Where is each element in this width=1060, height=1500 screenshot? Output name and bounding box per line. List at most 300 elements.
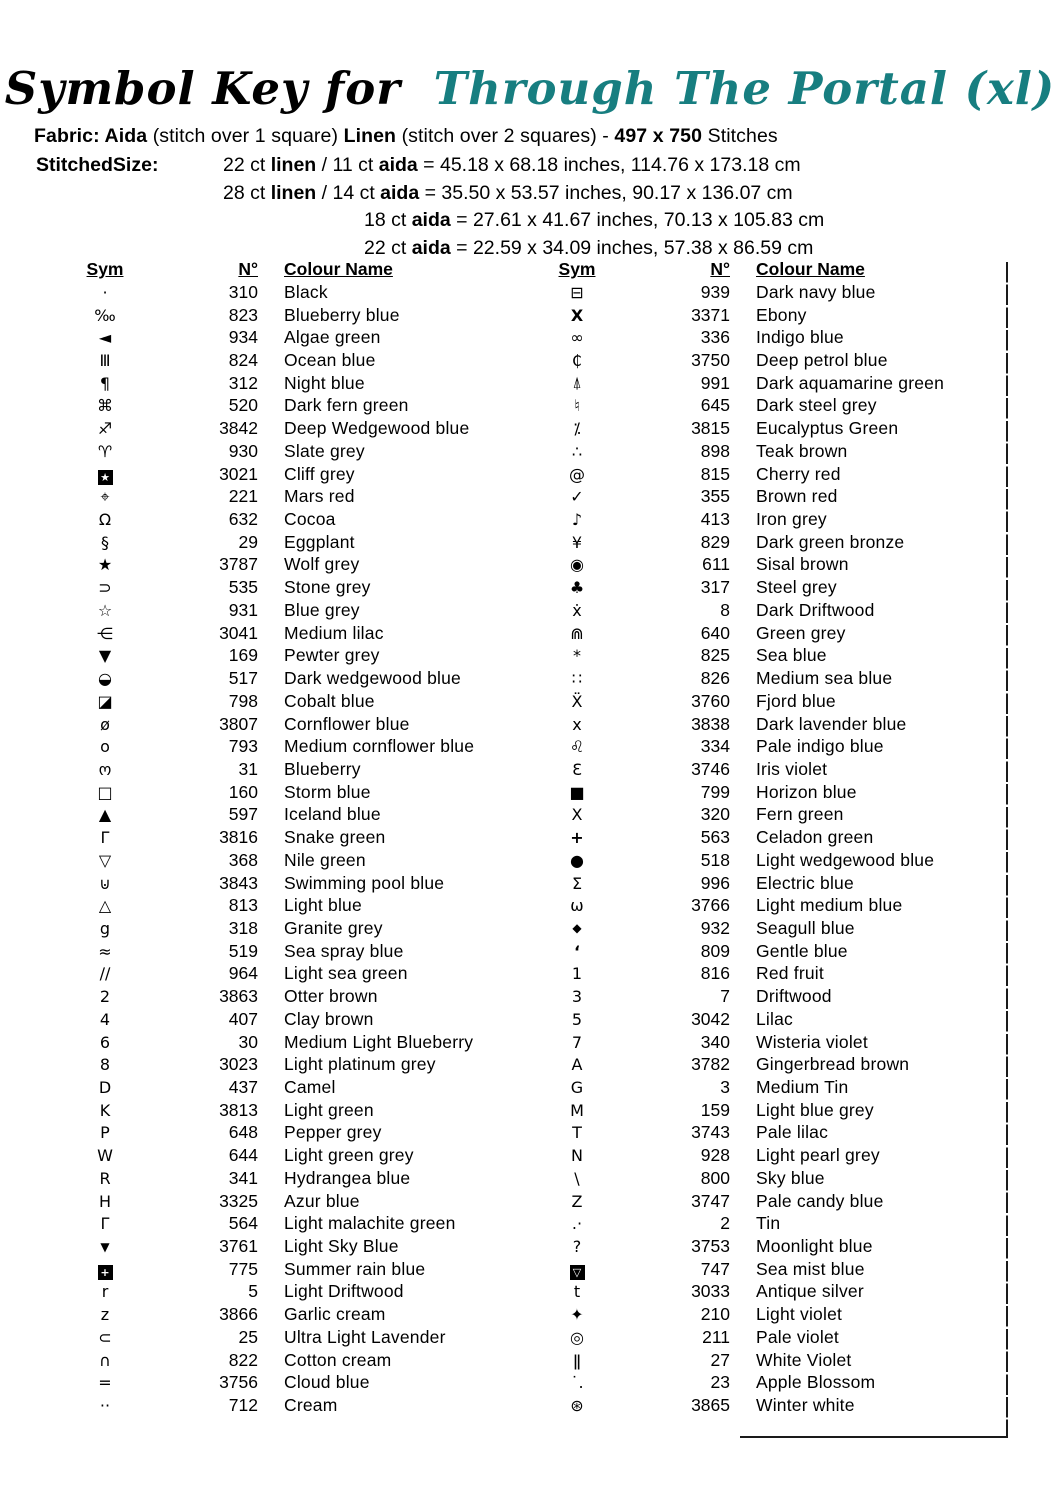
- colour-name: Deep petrol blue: [756, 350, 888, 371]
- legend-row: [60, 804, 534, 827]
- legend-row: [532, 1099, 1006, 1122]
- colour-name: Ebony: [756, 304, 807, 325]
- legend-row: [532, 417, 1006, 440]
- symbol-glyph: ø: [100, 714, 110, 734]
- symbol-glyph: .·: [571, 1214, 583, 1234]
- symbol-glyph: ‘: [573, 941, 581, 961]
- legend-row: [532, 440, 1006, 463]
- floss-number: 747: [700, 1258, 730, 1279]
- colour-name: Red fruit: [756, 963, 824, 984]
- floss-number: 645: [700, 395, 730, 416]
- legend-row: [60, 349, 534, 372]
- symbol-glyph: ⍋: [572, 373, 582, 393]
- colour-name: Sea blue: [756, 645, 827, 666]
- floss-number: 939: [700, 281, 730, 302]
- symbol-glyph: ẋ: [572, 600, 582, 620]
- floss-number: 597: [228, 804, 258, 825]
- colour-name: Dark steel grey: [756, 395, 877, 416]
- symbol-glyph: 1: [571, 964, 583, 984]
- colour-name: Dark green bronze: [756, 531, 905, 552]
- floss-number: 644: [228, 1145, 258, 1166]
- floss-number: 310: [228, 281, 258, 302]
- colour-name: Celadon green: [756, 827, 874, 848]
- floss-number: 3041: [219, 622, 258, 643]
- colour-name: Light blue grey: [756, 1099, 874, 1120]
- colour-name: Brown red: [756, 486, 838, 507]
- symbol-glyph: ♐: [97, 419, 113, 439]
- floss-number: 3756: [219, 1372, 258, 1393]
- legend-row: [60, 758, 534, 781]
- symbol-glyph: ✦: [570, 1305, 584, 1325]
- text-segment: 18 ct: [364, 209, 412, 231]
- floss-number: 3816: [219, 827, 258, 848]
- floss-number: 3815: [691, 418, 730, 439]
- legend-row: [60, 417, 534, 440]
- symbol-glyph: ☆: [97, 600, 113, 620]
- symbol-glyph: §: [101, 532, 109, 552]
- legend-row: [60, 645, 534, 668]
- symbol-glyph-inverted: ★: [98, 470, 113, 485]
- colour-name: Pale candy blue: [756, 1190, 884, 1211]
- colour-name: Dark wedgewood blue: [284, 668, 461, 689]
- symbol-glyph-inverted: +: [98, 1265, 113, 1280]
- floss-number: 30: [238, 1031, 258, 1052]
- floss-number: 519: [228, 940, 258, 961]
- colour-name: Clay brown: [284, 1008, 374, 1029]
- colour-name: Light pearl grey: [756, 1145, 880, 1166]
- colour-name: Light platinum grey: [284, 1054, 436, 1075]
- colour-name: Cliff grey: [284, 463, 355, 484]
- symbol-glyph: ∩: [99, 1350, 111, 1370]
- legend-row: [60, 576, 534, 599]
- symbol-glyph: ▽: [98, 850, 112, 870]
- floss-number: 312: [228, 372, 258, 393]
- legend-row: [532, 667, 1006, 690]
- symbol-glyph: D: [98, 1078, 112, 1098]
- symbol-glyph: ◉: [570, 555, 584, 575]
- legend-row: [60, 849, 534, 872]
- legend-row: [60, 1372, 534, 1395]
- legend-row: [532, 826, 1006, 849]
- colour-name: Winter white: [756, 1395, 855, 1416]
- colour-name: Cherry red: [756, 463, 841, 484]
- symbol-glyph: Ẍ: [571, 691, 583, 711]
- text-segment-bold: linen: [270, 154, 317, 176]
- floss-number: 3760: [691, 690, 730, 711]
- colour-name: Medium cornflower blue: [284, 736, 475, 757]
- colour-name: Wolf grey: [284, 554, 360, 575]
- floss-number: 318: [228, 917, 258, 938]
- legend-row: [532, 1053, 1006, 1076]
- colour-name: Blueberry: [284, 758, 361, 779]
- colour-name: Dark aquamarine green: [756, 372, 945, 393]
- floss-number: 23: [710, 1372, 730, 1393]
- symbol-glyph: t: [573, 1282, 581, 1302]
- floss-number: 3807: [219, 713, 258, 734]
- colour-name: Black: [284, 281, 328, 302]
- legend-row: [532, 1167, 1006, 1190]
- legend-row: [60, 690, 534, 713]
- symbol-glyph: Χ: [571, 805, 583, 825]
- legend-row: [532, 849, 1006, 872]
- text-segment-bold: linen: [270, 181, 317, 204]
- colour-name: Cornflower blue: [284, 713, 410, 734]
- symbol-glyph: [532, 1259, 622, 1280]
- legend-row: [532, 1031, 1006, 1054]
- colour-name: Cream: [284, 1395, 338, 1416]
- colour-name: Tin: [756, 1213, 781, 1234]
- colour-name: Gentle blue: [756, 940, 848, 961]
- symbol-glyph: Γ: [100, 1214, 110, 1234]
- text-segment: = 35.50 x 53.57 inches, 90.17 x 136.07 cm: [419, 181, 793, 204]
- floss-number: 991: [700, 372, 730, 393]
- colour-name: Dark fern green: [284, 395, 409, 416]
- symbol-glyph: G: [570, 1078, 584, 1098]
- colour-name: Pale lilac: [756, 1122, 829, 1143]
- symbol-glyph: 8: [99, 1055, 111, 1075]
- floss-number: 813: [228, 895, 258, 916]
- colour-name: Light blue: [284, 895, 362, 916]
- legend-row: [60, 1281, 534, 1304]
- floss-number: 8: [720, 599, 730, 620]
- legend-row: [60, 1053, 534, 1076]
- page-border-vertical-rule: [1006, 262, 1008, 1437]
- floss-number: 340: [700, 1031, 730, 1052]
- floss-number: 31: [238, 758, 258, 779]
- symbol-glyph: ǁ: [573, 1350, 581, 1370]
- floss-number: 336: [700, 327, 730, 348]
- colour-name: Deep Wedgewood blue: [284, 418, 470, 439]
- legend-row: [532, 1190, 1006, 1213]
- colour-name: Garlic cream: [284, 1304, 386, 1325]
- floss-number: 3863: [219, 986, 258, 1007]
- floss-number: 3842: [219, 418, 258, 439]
- legend-row: [532, 599, 1006, 622]
- symbol-glyph: ◄: [98, 328, 112, 348]
- legend-row: [60, 667, 534, 690]
- colour-name: Otter brown: [284, 986, 378, 1007]
- floss-number: 3843: [219, 872, 258, 893]
- legend-row: [532, 622, 1006, 645]
- legend-row: [532, 281, 1006, 304]
- symbol-glyph: T: [572, 1123, 582, 1143]
- floss-number: 3325: [219, 1190, 258, 1211]
- colour-name: Light wedgewood blue: [756, 849, 935, 870]
- legend-row: [532, 349, 1006, 372]
- symbol-glyph: Γ: [100, 828, 110, 848]
- floss-number: 825: [700, 645, 730, 666]
- colour-name: Light Driftwood: [284, 1281, 404, 1302]
- symbol-glyph: ▲: [98, 805, 112, 825]
- colour-name: Sea spray blue: [284, 940, 404, 961]
- floss-number: 931: [228, 599, 258, 620]
- floss-number: 640: [700, 622, 730, 643]
- floss-number: 3782: [691, 1054, 730, 1075]
- colour-name: Granite grey: [284, 917, 383, 938]
- colour-name: Indigo blue: [756, 327, 844, 348]
- symbol-glyph: =: [98, 1373, 112, 1393]
- legend-row: [532, 1394, 1006, 1417]
- symbol-glyph: o: [100, 737, 110, 757]
- colour-name: Storm blue: [284, 781, 371, 802]
- symbol-glyph: 7: [571, 1032, 583, 1052]
- symbol-glyph: 2: [99, 987, 111, 1007]
- legend-row: [532, 894, 1006, 917]
- colour-name: Cloud blue: [284, 1372, 370, 1393]
- colour-name: Swimming pool blue: [284, 872, 445, 893]
- colour-name: Pewter grey: [284, 645, 380, 666]
- colour-name: Eggplant: [284, 531, 355, 552]
- colour-name: Cotton cream: [284, 1349, 392, 1370]
- legend-header: [532, 258, 1006, 281]
- legend-row: [60, 1212, 534, 1235]
- floss-number: 928: [700, 1145, 730, 1166]
- legend-row: [60, 917, 534, 940]
- floss-number: 3: [720, 1077, 730, 1098]
- legend-row: [60, 826, 534, 849]
- floss-number: 159: [700, 1099, 730, 1120]
- floss-number: 520: [228, 395, 258, 416]
- legend-row: [60, 508, 534, 531]
- legend-row: [532, 781, 1006, 804]
- colour-name: Lilac: [756, 1008, 793, 1029]
- floss-number: 25: [238, 1326, 258, 1347]
- text-segment: (stitch over 1 square): [147, 125, 344, 147]
- text-segment: Stitches: [702, 125, 778, 147]
- page-title-pattern-name: Through The Portal (xl): [433, 62, 1056, 115]
- symbol-glyph: ⌘: [97, 396, 113, 416]
- legend-row: [60, 395, 534, 418]
- floss-number: 824: [228, 350, 258, 371]
- symbol-glyph: x: [572, 714, 582, 734]
- legend-row: [60, 713, 534, 736]
- symbol-glyph: A: [571, 1055, 583, 1075]
- colour-name: Light green: [284, 1099, 374, 1120]
- colour-name: Light violet: [756, 1304, 843, 1325]
- floss-number: 564: [228, 1213, 258, 1234]
- colour-name: Light sea green: [284, 963, 408, 984]
- symbol-glyph: ◒: [98, 669, 112, 689]
- colour-name: Wisteria violet: [756, 1031, 868, 1052]
- legend-row: [60, 304, 534, 327]
- floss-number: 3865: [691, 1395, 730, 1416]
- floss-number: 3747: [691, 1190, 730, 1211]
- symbol-glyph: ▼: [100, 1239, 110, 1254]
- symbol-glyph: ◆: [572, 921, 582, 936]
- legend-row: [60, 440, 534, 463]
- colour-name: Medium Light Blueberry: [284, 1031, 474, 1052]
- symbol-glyph: ▼: [98, 646, 112, 666]
- symbol-glyph: ⊍: [99, 873, 111, 893]
- stitched-size-text: [223, 154, 801, 176]
- colour-name: Eucalyptus Green: [756, 418, 899, 439]
- colour-name: Mars red: [284, 486, 355, 507]
- legend-row: [60, 985, 534, 1008]
- legend-row: [60, 1190, 534, 1213]
- symbol-glyph: P: [100, 1123, 110, 1143]
- legend-row: [60, 1303, 534, 1326]
- colour-name: Night blue: [284, 372, 365, 393]
- text-segment-bold: Linen: [343, 125, 397, 147]
- symbol-glyph: ·: [102, 282, 108, 302]
- colour-name: Sea mist blue: [756, 1258, 865, 1279]
- symbol-glyph: ∕∕: [99, 964, 111, 984]
- stitched-size-text: [364, 209, 824, 231]
- floss-number: 898: [700, 440, 730, 461]
- colour-name: Horizon blue: [756, 781, 857, 802]
- legend-row: [532, 804, 1006, 827]
- legend-row: [532, 1326, 1006, 1349]
- symbol-glyph: R: [99, 1168, 111, 1188]
- colour-name: Slate grey: [284, 440, 365, 461]
- floss-number: 320: [700, 804, 730, 825]
- floss-number: 775: [228, 1258, 258, 1279]
- colour-name: Light Sky Blue: [284, 1236, 399, 1257]
- floss-number: 3746: [691, 758, 730, 779]
- legend-row: [532, 1349, 1006, 1372]
- symbol-glyph: W: [97, 1146, 113, 1166]
- symbol-glyph: Ω: [98, 510, 112, 530]
- symbol-glyph: ⊃: [98, 578, 112, 598]
- floss-number: 611: [702, 554, 730, 575]
- symbol-glyph: Ɛ: [572, 759, 582, 779]
- legend-row: [532, 326, 1006, 349]
- stitched-size-line: [364, 207, 1060, 235]
- legend-row: [532, 576, 1006, 599]
- legend-row: [532, 735, 1006, 758]
- floss-number: 341: [228, 1167, 258, 1188]
- floss-number: 3753: [691, 1236, 730, 1257]
- legend-row: [60, 940, 534, 963]
- legend-row: [532, 917, 1006, 940]
- legend-row: [60, 1144, 534, 1167]
- colour-name: Iris violet: [756, 758, 828, 779]
- symbol-glyph: □: [97, 782, 113, 802]
- colour-name: Iceland blue: [284, 804, 381, 825]
- symbol-glyph: ⊛: [570, 1396, 584, 1416]
- floss-number: 964: [228, 963, 258, 984]
- colour-name: Sky blue: [756, 1167, 825, 1188]
- symbol-glyph: r: [101, 1282, 109, 1302]
- colour-name: Azur blue: [284, 1190, 360, 1211]
- colour-name: Ocean blue: [284, 350, 376, 371]
- text-segment: (stitch over 2 squares) -: [396, 125, 615, 147]
- colour-name: Camel: [284, 1077, 336, 1098]
- text-segment-bold: aida: [378, 154, 418, 176]
- symbol-glyph: ◎: [570, 1327, 584, 1347]
- floss-number: 816: [700, 963, 730, 984]
- symbol-glyph: z: [100, 1305, 110, 1325]
- colour-name: Fern green: [756, 804, 844, 825]
- floss-number: 712: [228, 1395, 258, 1416]
- stitched-size-text: [223, 182, 793, 204]
- symbol-glyph: [60, 464, 150, 485]
- legend-row: [60, 1349, 534, 1372]
- floss-number: 815: [700, 463, 730, 484]
- text-segment: 22 ct: [364, 236, 412, 259]
- symbol-glyph: +: [570, 828, 584, 848]
- symbol-glyph: △: [98, 896, 112, 916]
- legend-row: [532, 304, 1006, 327]
- symbol-glyph: ≈: [98, 941, 112, 961]
- text-segment: = 22.59 x 34.09 inches, 57.38 x 86.59 cm: [450, 236, 814, 259]
- colour-name: Seagull blue: [756, 917, 855, 938]
- legend-row: [532, 395, 1006, 418]
- floss-number: 317: [700, 577, 730, 598]
- legend-row: [532, 963, 1006, 986]
- colour-name: Driftwood: [756, 986, 832, 1007]
- legend-row: [60, 1099, 534, 1122]
- symbol-glyph: Ⅲ: [99, 351, 111, 371]
- colour-name: White Violet: [756, 1349, 852, 1370]
- floss-number: 437: [228, 1077, 258, 1098]
- legend-row: [532, 940, 1006, 963]
- symbol-glyph: Z: [571, 1191, 583, 1211]
- symbol-glyph: ₵: [571, 351, 583, 371]
- floss-number: 826: [700, 668, 730, 689]
- floss-number: 518: [700, 849, 730, 870]
- page-title: [0, 0, 1060, 115]
- floss-number: 3033: [691, 1281, 730, 1302]
- colour-name: Apple Blossom: [756, 1372, 876, 1393]
- colour-name: Moonlight blue: [756, 1236, 873, 1257]
- colour-name: Hydrangea blue: [284, 1167, 411, 1188]
- floss-number: 793: [228, 736, 258, 757]
- legend-header: [60, 258, 534, 281]
- stitched-size-text: [364, 237, 813, 259]
- legend-row: [532, 1303, 1006, 1326]
- colour-name: Light green grey: [284, 1145, 414, 1166]
- symbol-glyph: ⋒: [570, 623, 584, 643]
- colour-name: Blueberry blue: [284, 304, 400, 325]
- legend-row: [532, 1122, 1006, 1145]
- legend-row: [532, 1212, 1006, 1235]
- floss-number: 822: [228, 1349, 258, 1370]
- colour-name: Light malachite green: [284, 1213, 456, 1234]
- floss-number: 3766: [691, 895, 730, 916]
- stitched-size-line: [223, 180, 1060, 208]
- floss-number: 996: [700, 872, 730, 893]
- floss-number: 930: [228, 440, 258, 461]
- colour-name: Medium sea blue: [756, 668, 893, 689]
- legend-row: [532, 1076, 1006, 1099]
- legend-row: [60, 1326, 534, 1349]
- legend-row: [532, 485, 1006, 508]
- symbol-glyph: ‰: [94, 305, 116, 325]
- legend-row: [532, 554, 1006, 577]
- floss-number: 160: [228, 781, 258, 802]
- symbol-glyph: ⊂: [98, 1327, 112, 1347]
- header-sym: Sym: [86, 259, 124, 279]
- floss-number: 563: [700, 827, 730, 848]
- colour-name: Pepper grey: [284, 1122, 382, 1143]
- symbol-glyph: ¥: [571, 532, 583, 552]
- legend-row: [60, 1235, 534, 1258]
- symbol-glyph: 3: [571, 987, 583, 1007]
- floss-number: 535: [228, 577, 258, 598]
- symbol-glyph: ¶: [99, 373, 111, 393]
- symbol-glyph: ■: [569, 782, 585, 802]
- floss-number: 27: [710, 1349, 730, 1370]
- floss-number: 5: [248, 1281, 258, 1302]
- header-colour-name: Colour Name: [756, 259, 865, 279]
- symbol-glyph: @: [569, 464, 585, 484]
- text-segment: = 45.18 x 68.18 inches, 114.76 x 173.18 cm: [417, 154, 801, 176]
- floss-number: 2: [720, 1213, 730, 1234]
- text-segment-bold: 497 x 750: [614, 125, 703, 147]
- legend-row: [60, 735, 534, 758]
- symbol-glyph: ★: [97, 555, 113, 575]
